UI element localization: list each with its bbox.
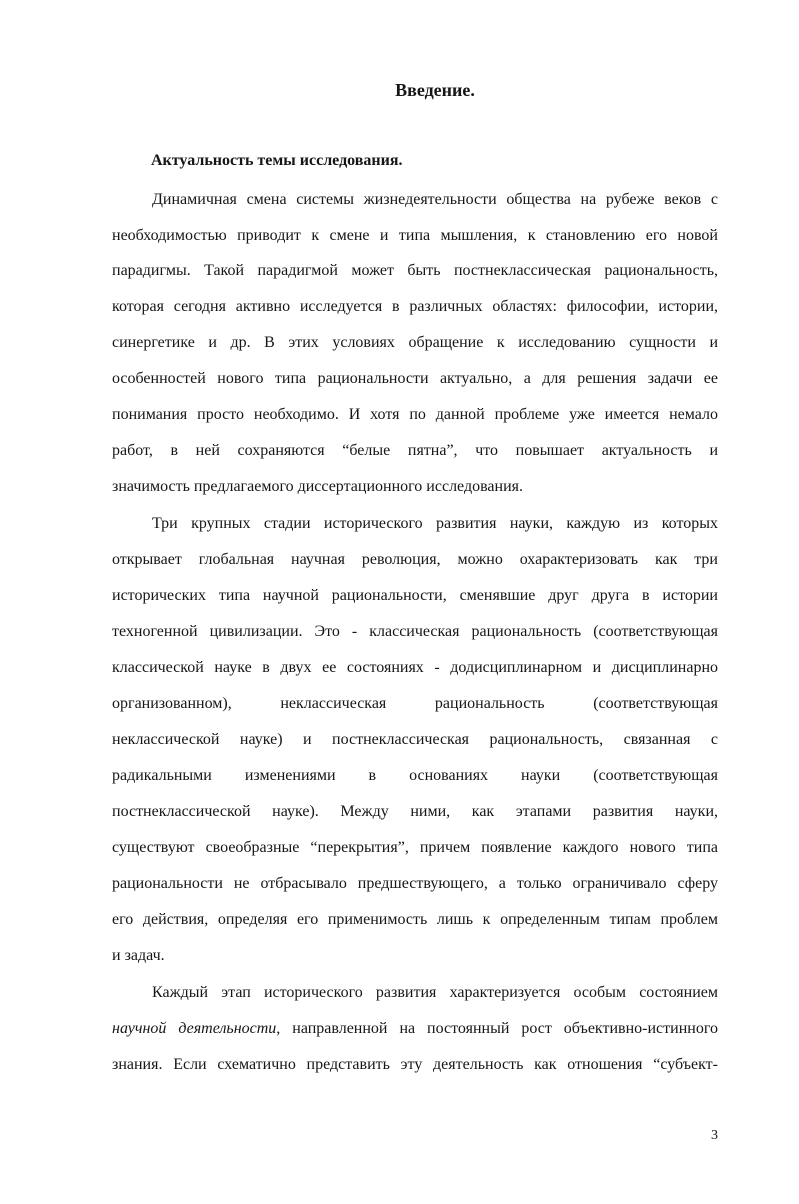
text-line: его действия, определяя его применимость лишь к определенным типам проблем [112, 911, 718, 928]
text-line: Динамичная смена системы жизнедеятельности общества на рубеже веков с [152, 191, 718, 208]
text-line: парадигмы. Такой парадигмой может быть постнеклассическая рациональность, [112, 262, 718, 279]
text-line: Каждый этап исторического развития характеризуется особым состоянием [152, 984, 718, 1001]
text-line: открывает глобальная научная революция, можно охарактеризовать как три [112, 551, 718, 568]
text-line: исторических типа научной рациональности, сменявшие друг друга в истории [112, 587, 718, 604]
text-line: Три крупных стадии исторического развития науки, каждую из которых [152, 515, 718, 532]
text-line: особенностей нового типа рациональности актуально, а для решения задачи ее [112, 370, 718, 387]
page-title: Введение. [395, 80, 475, 100]
text-line: радикальными изменениями в основаниях науки (соответствующая [112, 767, 718, 784]
text-line: значимость предлагаемого диссертационного исследования. [112, 478, 524, 495]
text-line: организованном), неклассическая рациональность (соответствующая [112, 695, 718, 712]
text-line-rest: направленной на постоянный рост объективно-истинного [280, 1020, 718, 1037]
text-line: постнеклассической науке). Между ними, как этапами развития науки, [112, 803, 718, 820]
text-line: знания. Если схематично представить эту деятельность как отношения “субъект- [112, 1056, 718, 1073]
text-line: техногенной цивилизации. Это - классическая рациональность (соответствующая [112, 623, 718, 640]
text-line: и задач. [112, 947, 165, 964]
text-line: понимания просто необходимо. И хотя по данной проблеме уже имеется немало [112, 406, 718, 423]
text-line: существуют своеобразные “перекрытия”, причем появление каждого нового типа [112, 839, 718, 856]
text-line: которая сегодня активно исследуется в различных областях: философии, истории, [112, 298, 718, 315]
text-line: синергетике и др. В этих условиях обращение к исследованию сущности и [112, 334, 718, 351]
text-line: неклассической науке) и постнеклассическая рациональность, связанная с [112, 731, 718, 748]
text-line: необходимостью приводит к смене и типа мышления, к становлению его новой [112, 227, 718, 244]
text-line [112, 1019, 718, 1039]
text-line: классической науке в двух ее состояниях - додисциплинарном и дисциплинарно [112, 659, 718, 676]
text-line: работ, в ней сохраняются “белые пятна”, что повышает актуальность и [112, 442, 718, 459]
italic-phrase: научной деятельности, [112, 1020, 281, 1037]
text-line: рациональности не отбрасывало предшествующего, а только ограничивало сферу [112, 875, 718, 892]
section-heading: Актуальность темы исследования. [151, 152, 403, 169]
page-number: 3 [711, 1128, 718, 1143]
